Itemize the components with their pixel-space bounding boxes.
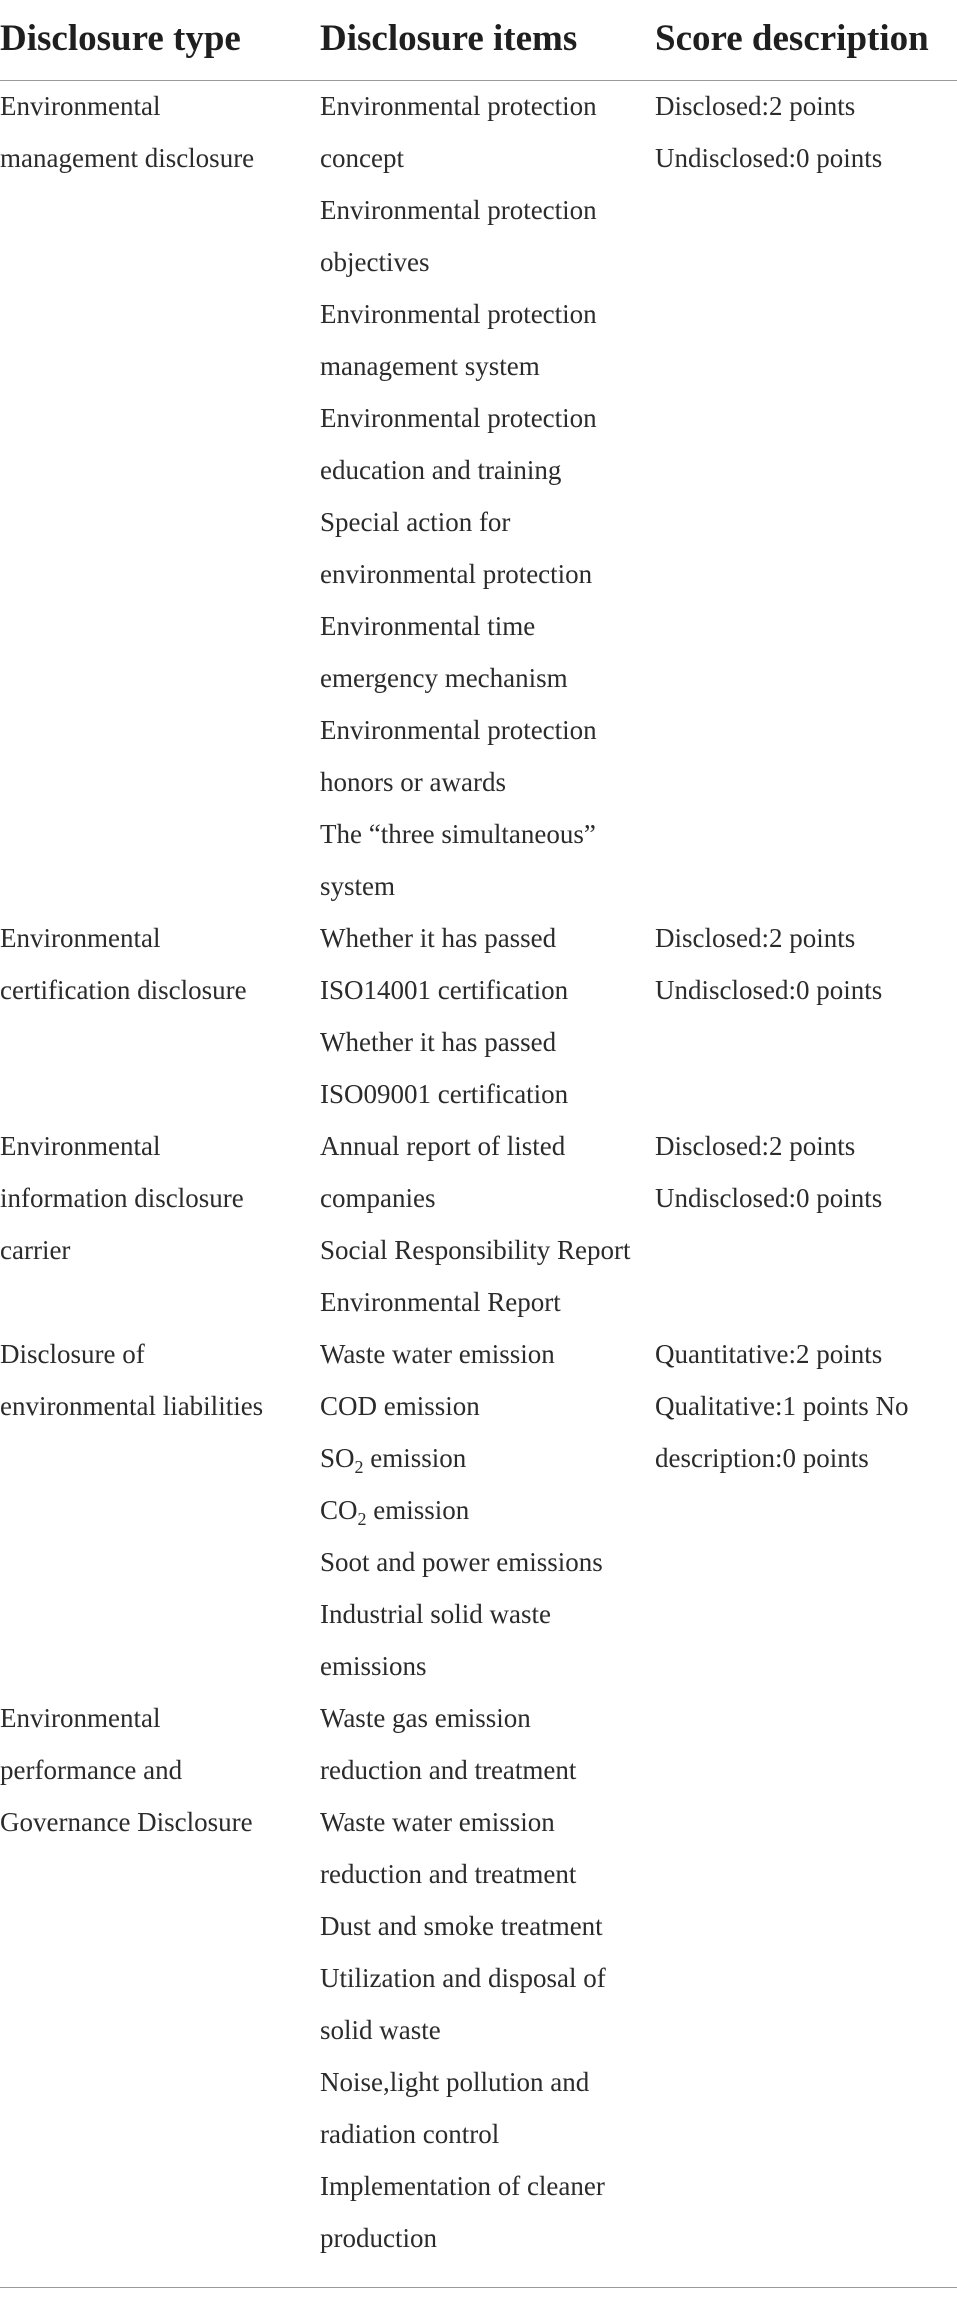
cell-line: environmental liabilities xyxy=(0,1391,264,1421)
cell-line: objectives xyxy=(320,247,430,277)
score-cell xyxy=(655,80,882,184)
cell-line: Implementation of cleaner xyxy=(320,2171,605,2201)
cell-line: Disclosed:2 points xyxy=(655,923,856,953)
cell-line: Social Responsibility Report xyxy=(320,1235,631,1265)
cell-line: management system xyxy=(320,351,540,381)
table-row xyxy=(0,80,957,912)
cell-line: emergency mechanism xyxy=(320,663,568,693)
cell-line: Governance Disclosure xyxy=(0,1807,253,1837)
cell-line: reduction and treatment xyxy=(320,1859,577,1889)
items-cell xyxy=(320,1120,631,1328)
items-cell xyxy=(320,1328,603,1692)
header-disclosure-items: Disclosure items xyxy=(320,18,578,59)
table-bottom-rule xyxy=(0,2287,957,2288)
cell-line: Environmental xyxy=(0,1131,161,1161)
cell-line: Undisclosed:0 points xyxy=(655,1183,883,1213)
cell-line: Environmental protection xyxy=(320,403,597,433)
score-cell xyxy=(655,912,882,1016)
cell-line: Annual report of listed xyxy=(320,1131,566,1161)
cell-line: Disclosed:2 points xyxy=(655,91,856,121)
cell-line: Environmental xyxy=(0,1703,161,1733)
cell-line: performance and xyxy=(0,1755,183,1785)
header-disclosure-type: Disclosure type xyxy=(0,18,241,59)
cell-line: Environmental protection xyxy=(320,299,597,329)
cell-line: Environmental protection xyxy=(320,715,597,745)
cell-line: Special action for xyxy=(320,507,511,537)
table-row xyxy=(0,1328,957,1692)
table-header xyxy=(0,0,957,81)
cell-line: Waste gas emission xyxy=(320,1703,531,1733)
score-cell xyxy=(655,1120,882,1224)
cell-line: Environmental Report xyxy=(320,1287,561,1317)
cell-line: solid waste xyxy=(320,2015,441,2045)
cell-line: honors or awards xyxy=(320,767,506,797)
items-cell xyxy=(320,80,597,912)
cell-line: Industrial solid waste xyxy=(320,1599,551,1629)
type-cell xyxy=(0,1692,253,1848)
cell-line: Noise,light pollution and xyxy=(320,2067,590,2097)
table-row xyxy=(0,1120,957,1328)
cell-line: system xyxy=(320,871,396,901)
items-cell xyxy=(320,1692,606,2264)
cell-line: radiation control xyxy=(320,2119,500,2149)
items-cell xyxy=(320,912,568,1120)
header-score-description: Score description xyxy=(655,18,929,59)
cell-line: Environmental protection xyxy=(320,91,597,121)
cell-line: Dust and smoke treatment xyxy=(320,1911,603,1941)
cell-line: information disclosure xyxy=(0,1183,244,1213)
cell-line: Undisclosed:0 points xyxy=(655,143,883,173)
cell-line: management disclosure xyxy=(0,143,255,173)
cell-line: Quantitative:2 points xyxy=(655,1339,883,1369)
cell-line: COD emission xyxy=(320,1391,480,1421)
cell-line: The “three simultaneous” xyxy=(320,819,596,849)
cell-line: Whether it has passed xyxy=(320,1027,557,1057)
cell-line: production xyxy=(320,2223,437,2253)
cell-line: Waste water emission xyxy=(320,1339,555,1369)
type-cell xyxy=(0,912,247,1016)
table-row xyxy=(0,1692,957,2264)
table-row xyxy=(0,912,957,1120)
cell-line: Disclosed:2 points xyxy=(655,1131,856,1161)
cell-line: $SO_2$ emission xyxy=(320,1443,467,1477)
cell-line: concept xyxy=(320,143,404,173)
cell-line: ISO14001 certification xyxy=(320,975,569,1005)
cell-line: Waste water emission xyxy=(320,1807,555,1837)
cell-line: certification disclosure xyxy=(0,975,247,1005)
cell-line: Environmental xyxy=(0,923,161,953)
cell-line: Whether it has passed xyxy=(320,923,557,953)
cell-line: Disclosure of xyxy=(0,1339,145,1369)
cell-line: Soot and power emissions xyxy=(320,1547,603,1577)
cell-line: Environmental time xyxy=(320,611,536,641)
cell-line: environmental protection xyxy=(320,559,593,589)
cell-line: reduction and treatment xyxy=(320,1755,577,1785)
cell-line: description:0 points xyxy=(655,1443,869,1473)
cell-line: Undisclosed:0 points xyxy=(655,975,883,1005)
cell-line: carrier xyxy=(0,1235,71,1265)
cell-line: Utilization and disposal of xyxy=(320,1963,606,1993)
cell-line: Qualitative:1 points No xyxy=(655,1391,909,1421)
score-cell xyxy=(655,1328,908,1484)
type-cell xyxy=(0,80,254,184)
cell-line: Environmental protection xyxy=(320,195,597,225)
type-cell xyxy=(0,1328,263,1432)
cell-line: Environmental xyxy=(0,91,161,121)
cell-line: emissions xyxy=(320,1651,427,1681)
cell-line: education and training xyxy=(320,455,562,485)
cell-line: ISO09001 certification xyxy=(320,1079,569,1109)
cell-line: companies xyxy=(320,1183,436,1213)
type-cell xyxy=(0,1120,244,1276)
cell-line: $CO_2$ emission xyxy=(320,1495,470,1529)
